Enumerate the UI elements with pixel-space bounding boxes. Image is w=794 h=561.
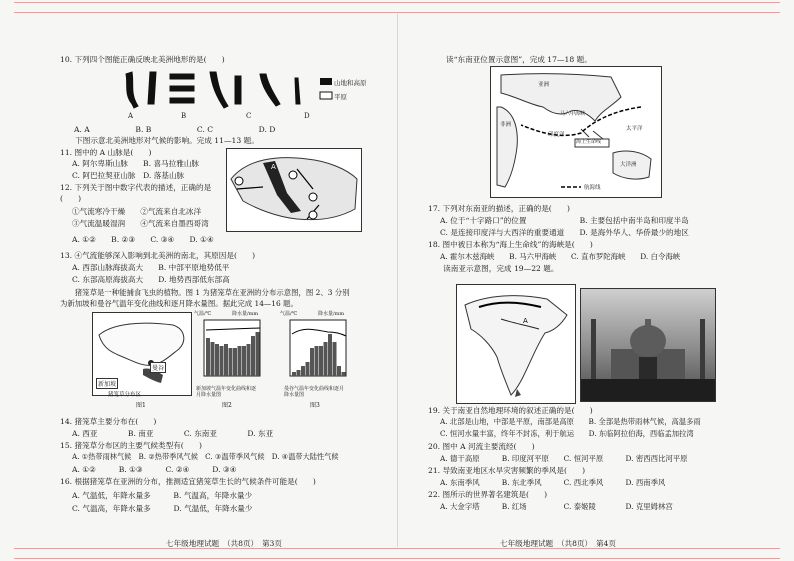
q15-stem: 15. 猪笼草分布区的主要气候类型有( ) — [60, 441, 202, 450]
q17-options-ab: A. 位于“十字路口”的位置 B. 主要包括中南半岛和印度半岛 — [440, 216, 689, 225]
south-asia-label-a: A — [523, 317, 528, 325]
intro-11-13: 下图示意北美洲地形对气候的影响。完成 11—13 题。 — [60, 136, 259, 145]
fig2-left-axis: 气温/℃ — [194, 311, 212, 317]
q16-options-cd: C. 气温高，年降水量多 D. 气温低，年降水量少 — [72, 504, 253, 513]
q11-stem: 11. 图中的 A 山脉是( ) — [60, 148, 152, 157]
q10-stem: 10. 下列四个图能正确反映北美洲地形的是( ) — [60, 55, 225, 64]
q12-options: A. ①② B. ②③ C. ③④ D. ①④ — [72, 235, 214, 244]
q16-stem: 16. 根据猪笼草在亚洲的分布，推测适宜猪笼草生长的气候条件可能是( ) — [60, 477, 316, 486]
fig3-tag: 图3 — [310, 402, 320, 409]
legend-plain-label: 平原 — [334, 93, 347, 101]
q20-options: A. 德干高原 B. 印度河平原 C. 恒河平原 D. 密西西比河平原 — [440, 454, 688, 463]
north-america-climate-map — [226, 148, 362, 232]
bangkok-climate-chart — [280, 312, 356, 396]
fig2-caption: 新加坡气温年变化曲线和逐月降水量图 — [196, 386, 257, 398]
q22-stem: 22. 图所示的世界著名建筑是( ) — [428, 490, 548, 499]
q14-stem: 14. 猪笼草主要分布在( ) — [60, 417, 157, 426]
red-border-bottom — [14, 548, 780, 559]
fig1-legend: 猪笼草分布区 — [108, 392, 142, 398]
fig1-tag: 图1 — [136, 402, 146, 409]
sea-map-label-africa: 非洲 — [500, 122, 512, 128]
fig1-label-singapore: 新加坡 — [96, 378, 118, 389]
sea-map-label-asia: 亚洲 — [538, 82, 550, 88]
q15-options: A. ①② B. ①③ C. ②④ D. ③④ — [72, 465, 237, 474]
q16-options-ab: A. 气温低，年降水量多 B. 气温高，年降水量少 — [72, 491, 253, 500]
option-letter-b: B — [181, 112, 187, 120]
footer-page-3: 七年级地理试题 （共8页） 第3页 — [166, 539, 282, 548]
q19-stem: 19. 关于南亚自然地理环境的叙述正确的是( ) — [428, 406, 593, 415]
q19-options-cd: C. 恒河水量丰富，终年不封冻，利于航运 D. 东临阿拉伯海，西临孟加拉湾 — [440, 429, 694, 438]
map-label-a: A — [271, 163, 276, 171]
red-border-top — [14, 2, 780, 13]
q20-stem: 20. 图中 A 河流主要流经( ) — [428, 442, 535, 451]
sea-map-label-indian-ocean: 印度洋 — [548, 132, 565, 138]
legend-plain-swatch — [320, 92, 332, 99]
q21-stem: 21. 导致南亚地区水旱灾害频繁的季风是( ) — [428, 466, 586, 475]
fig3-left-axis: 气温/℃ — [280, 311, 298, 317]
q11-options-cd: C. 阿巴拉契亚山脉 D. 落基山脉 — [72, 171, 185, 180]
fig2-right-axis: 降水量/mm — [232, 311, 259, 317]
q12-items-12: ①气流寒冷干燥 ②气流来自北冰洋 — [72, 207, 202, 216]
q18-options: A. 霍尔木兹海峡 B. 马六甲海峡 C. 直布罗陀海峡 D. 白令海峡 — [440, 252, 681, 261]
fig2-tag: 图2 — [222, 402, 232, 409]
sea-map-label-lifeline: 海上生命线 — [576, 139, 602, 145]
intro-14-16-line1: 猪笼草是一种能捕食飞虫的植物。图 1 为猪笼草在亚洲的分布示意图，图 2、3 分别 — [60, 288, 350, 297]
q13-stem: 13. ④气流能够深入影响到北美洲的南北，其原因是( ) — [60, 251, 256, 260]
q12-items-34: ③气流温暖湿润 ④气流来自墨西哥湾 — [72, 219, 209, 228]
q15-items: A. ①热带雨林气候 B. ②热带季风气候 C. ③温带季风气候 D. ④温带大陆性气候 — [72, 452, 339, 461]
sea-map-label-malacca: 马六甲海峡 — [560, 111, 586, 117]
q17-options-cd: C. 是连接印度洋与大西洋的重要通道 D. 是海外华人、华侨最少的地区 — [440, 228, 689, 237]
q11-options-ab: A. 阿尔卑斯山脉 B. 喜马拉雅山脉 — [72, 159, 200, 168]
legend-mountain-label: 山地和高原 — [334, 79, 367, 87]
option-letter-c: C — [246, 112, 252, 120]
intro-14-16-line2: 为新加坡和曼谷气温年变化曲线和逐月降水量图。据此完成 14—16 题。 — [60, 299, 298, 308]
singapore-climate-chart — [194, 312, 270, 396]
q14-options: A. 西亚 B. 南亚 C. 东南亚 D. 东亚 — [72, 429, 274, 438]
q12-stem: 12. 下列关于图中数字代表的描述，正确的是( ) — [60, 183, 212, 203]
option-letter-a: A — [128, 112, 134, 120]
option-letter-d: D — [304, 112, 310, 120]
sea-map-label-pacific: 太平洋 — [626, 126, 643, 132]
legend-mountain-swatch — [320, 78, 332, 85]
intro-19-22: 读南亚示意图，完成 19—22 题。 — [428, 264, 559, 273]
intro-17-18: 读“东南亚位置示意图”，完成 17—18 题。 — [446, 55, 592, 64]
taj-mahal-silhouette — [581, 289, 715, 401]
sea-map-label-oceania: 大洋洲 — [620, 162, 637, 168]
q17-stem: 17. 下列对东南亚的描述，正确的是( ) — [428, 204, 570, 213]
q10-options: A. A B. B C. C D. D — [74, 125, 276, 134]
fig3-caption: 曼谷气温年变化曲线和逐月降水量图 — [284, 386, 345, 398]
south-asia-map — [456, 284, 576, 404]
q19-options-ab: A. 北部是山地，中部是平原，南部是高原 B. 全部是热带雨林气候，高温多雨 — [440, 417, 701, 426]
fig1-label-bangkok: 曼谷 — [150, 362, 166, 373]
footer-page-4: 七年级地理试题 （共8页） 第4页 — [500, 539, 616, 548]
sea-map-legend: 航海线 — [584, 185, 601, 191]
q18-stem: 18. 图中被日本称为“海上生命线”的海峡是( ) — [428, 240, 593, 249]
taj-mahal-photo — [580, 288, 716, 402]
page-fold — [397, 14, 398, 547]
fig3-right-axis: 降水量/mm — [318, 311, 345, 317]
q13-options-cd: C. 东部高原海拔高大 D. 地势西部低东部高 — [72, 275, 230, 284]
southeast-asia-location-map — [490, 66, 662, 198]
q22-options: A. 大金字塔 B. 红场 C. 泰姬陵 D. 克里姆林宫 — [440, 502, 673, 511]
q21-options: A. 东南季风 B. 东北季风 C. 西北季风 D. 西南季风 — [440, 478, 666, 487]
north-america-terrain-options — [120, 64, 390, 116]
q13-options-ab: A. 西部山脉海拔高大 B. 中部平原地势低平 — [72, 263, 230, 272]
